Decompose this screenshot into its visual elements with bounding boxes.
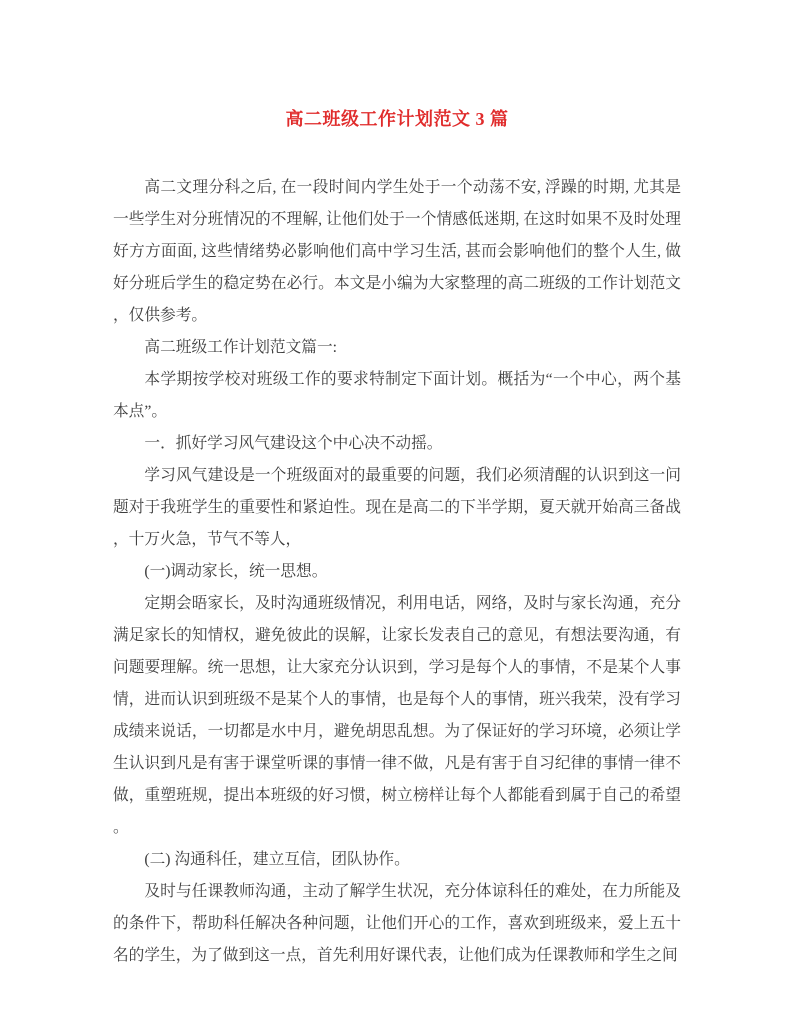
subheading-parents: (一)调动家长，统一思想。 — [144, 563, 328, 580]
subheading-subject-teachers: (二) 沟通科任，建立互信，团队协作。 — [144, 851, 410, 868]
intro-paragraph: 高二文理分科之后, 在一段时间内学生处于一个动荡不安, 浮躁的时期, 尤其是一些学生对分班情况的不理解, 让他们处于一个情感低迷期, 在这时如果不及时处理好方方面面, 这些情绪势必影响他们高中学习生活, 甚而会影响他们的整个人生, 做好分班后学生的稳定势在必行。本文是小编为大家整理的高二班级的工作计划范文，仅供参考。 — [113, 179, 681, 324]
paragraph-parents: 定期会晤家长，及时沟通班级情况，利用电话，网络，及时与家长沟通，充分满足家长的知情权，避免彼此的误解，让家长发表自己的意见，有想法要沟通，有问题要理解。统一思想，让大家充分认识到，学习是每个人的事情，不是某个人事情，进而认识到班级不是某个人的事情，也是每个人的事情，班兴我荣，没有学习成绩来说话，一切都是水中月，避免胡思乱想。为了保证好的学习环境，必须让学生认识到凡是有害于课堂听课的事情一律不做，凡是有害于自习纪律的事情一律不做，重塑班规，提出本班级的好习惯，树立榜样让每个人都能看到属于自己的希望。 — [113, 595, 681, 836]
section-heading-part1: 高二班级工作计划范文篇一: — [144, 339, 337, 356]
subheading-study-atmosphere: 一．抓好学习风气建设这个中心决不动摇。 — [144, 435, 443, 452]
paragraph-study-atmosphere: 学习风气建设是一个班级面对的最重要的问题，我们必须清醒的认识到这一问题对于我班学生的重要性和紧迫性。现在是高二的下半学期，夏天就开始高三备战，十万火急，节气不等人， — [113, 467, 681, 548]
document-body — [113, 172, 681, 972]
paragraph-plan-overview: 本学期按学校对班级工作的要求特制定下面计划。概括为“一个中心，两个基本点”。 — [113, 371, 681, 420]
document-title: 高二班级工作计划范文 3 篇 — [285, 109, 509, 129]
paragraph-subject-teachers: 及时与任课教师沟通，主动了解学生状况，充分体谅科任的难处，在力所能及的条件下，帮助科任解决各种问题，让他们开心的工作，喜欢到班级来，爱上五十名的学生，为了做到这一点，首先利用好课代表，让他们成为任课教师和学生之间 — [113, 883, 681, 964]
